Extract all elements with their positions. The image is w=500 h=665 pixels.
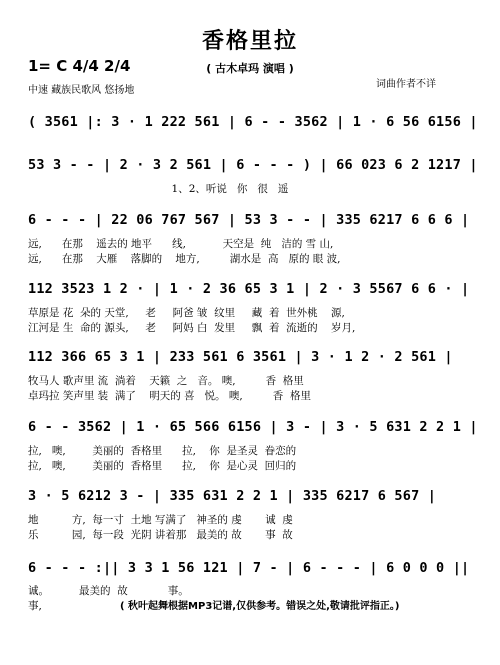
notes-line: 6 - - 3562 | 1 · 65 566 6156 | 3 - | 3 · 5 631 2 2 1 | bbox=[28, 419, 478, 435]
lyric-line: 乐 园, 每一段 光阴 讲着那 最美的 故 事 故 bbox=[28, 529, 293, 541]
page-title: 香格里拉 bbox=[201, 29, 298, 54]
lyric-line: 江河是 生 命的 源头, 老 阿妈 白 发里 飘 着 流逝的 岁月, bbox=[28, 322, 356, 334]
notes-line: 112 366 65 3 1 | 233 561 6 3561 | 3 · 1 2 · 2 561 | bbox=[28, 349, 453, 365]
lyric-line: 拉, 噢, 美丽的 香格里 拉, 你 是心灵 回归的 bbox=[28, 460, 297, 472]
lyric-line: 草原是 花 朵的 天堂, 老 阿爸 皱 纹里 藏 着 世外桃 源, bbox=[28, 307, 345, 319]
lyric-line: 拉, 噢, 美丽的 香格里 拉, 你 是圣灵 眷恋的 bbox=[28, 445, 297, 457]
lyric-line: 地 方, 每一寸 土地 写满了 神圣的 虔 诚 虔 bbox=[28, 514, 293, 526]
lyric-line: 诚。 最美的 故 事。 bbox=[28, 585, 189, 597]
key-signature: 1= C 4/4 2/4 bbox=[28, 57, 131, 75]
notes-line: ( 3561 |: 3 · 1 222 561 | 6 - - 3562 | 1 · 6 56 6156 | bbox=[28, 114, 478, 130]
tempo-marking: 中速 藏族民歌风 悠扬地 bbox=[28, 85, 135, 96]
lyric-line: 1、2、听说 你 很 遥 bbox=[28, 183, 289, 195]
notes-line: 112 3523 1 2 · | 1 · 2 36 65 3 1 | 2 · 3 5567 6 6 · | bbox=[28, 281, 470, 297]
notes-line: 3 · 5 6212 3 - | 335 631 2 2 1 | 335 6217 6 567 | bbox=[28, 488, 437, 504]
lyric-line: 远, 在那 大雁 落脚的 地方, 湖水是 高 原的 眼 波, bbox=[28, 253, 341, 265]
credit: 词曲作者不详 bbox=[376, 79, 436, 90]
notes-line: 6 - - - | 22 06 767 567 | 53 3 - - | 335 6217 6 6 6 | bbox=[28, 212, 470, 228]
footer-note: ( 秋叶起舞根据MP3记谱,仅供参考。错误之处,敬请批评指正。) bbox=[120, 601, 400, 612]
lyric-line: 牧马人 歌声里 流 淌着 天籁 之 音。 噢, 香 格里 bbox=[28, 375, 304, 387]
lyric-start: 事, bbox=[28, 600, 42, 612]
notes-line: 53 3 - - | 2 · 3 2 561 | 6 - - - ) | 66 023 6 2 1217 | bbox=[28, 157, 478, 173]
notes-line: 6 - - - :|| 3 3 1 56 121 | 7 - | 6 - - - | 6 0 0 0 || bbox=[28, 560, 470, 576]
lyric-line: 卓玛拉 笑声里 装 满了 明天的 喜 悦。 噢, 香 格里 bbox=[28, 390, 311, 402]
performer: ( 古木卓玛 演唱 ) bbox=[206, 62, 294, 75]
lyric-line: 远, 在那 遥去的 地平 线, 天空是 纯 洁的 雪 山, bbox=[28, 238, 334, 250]
